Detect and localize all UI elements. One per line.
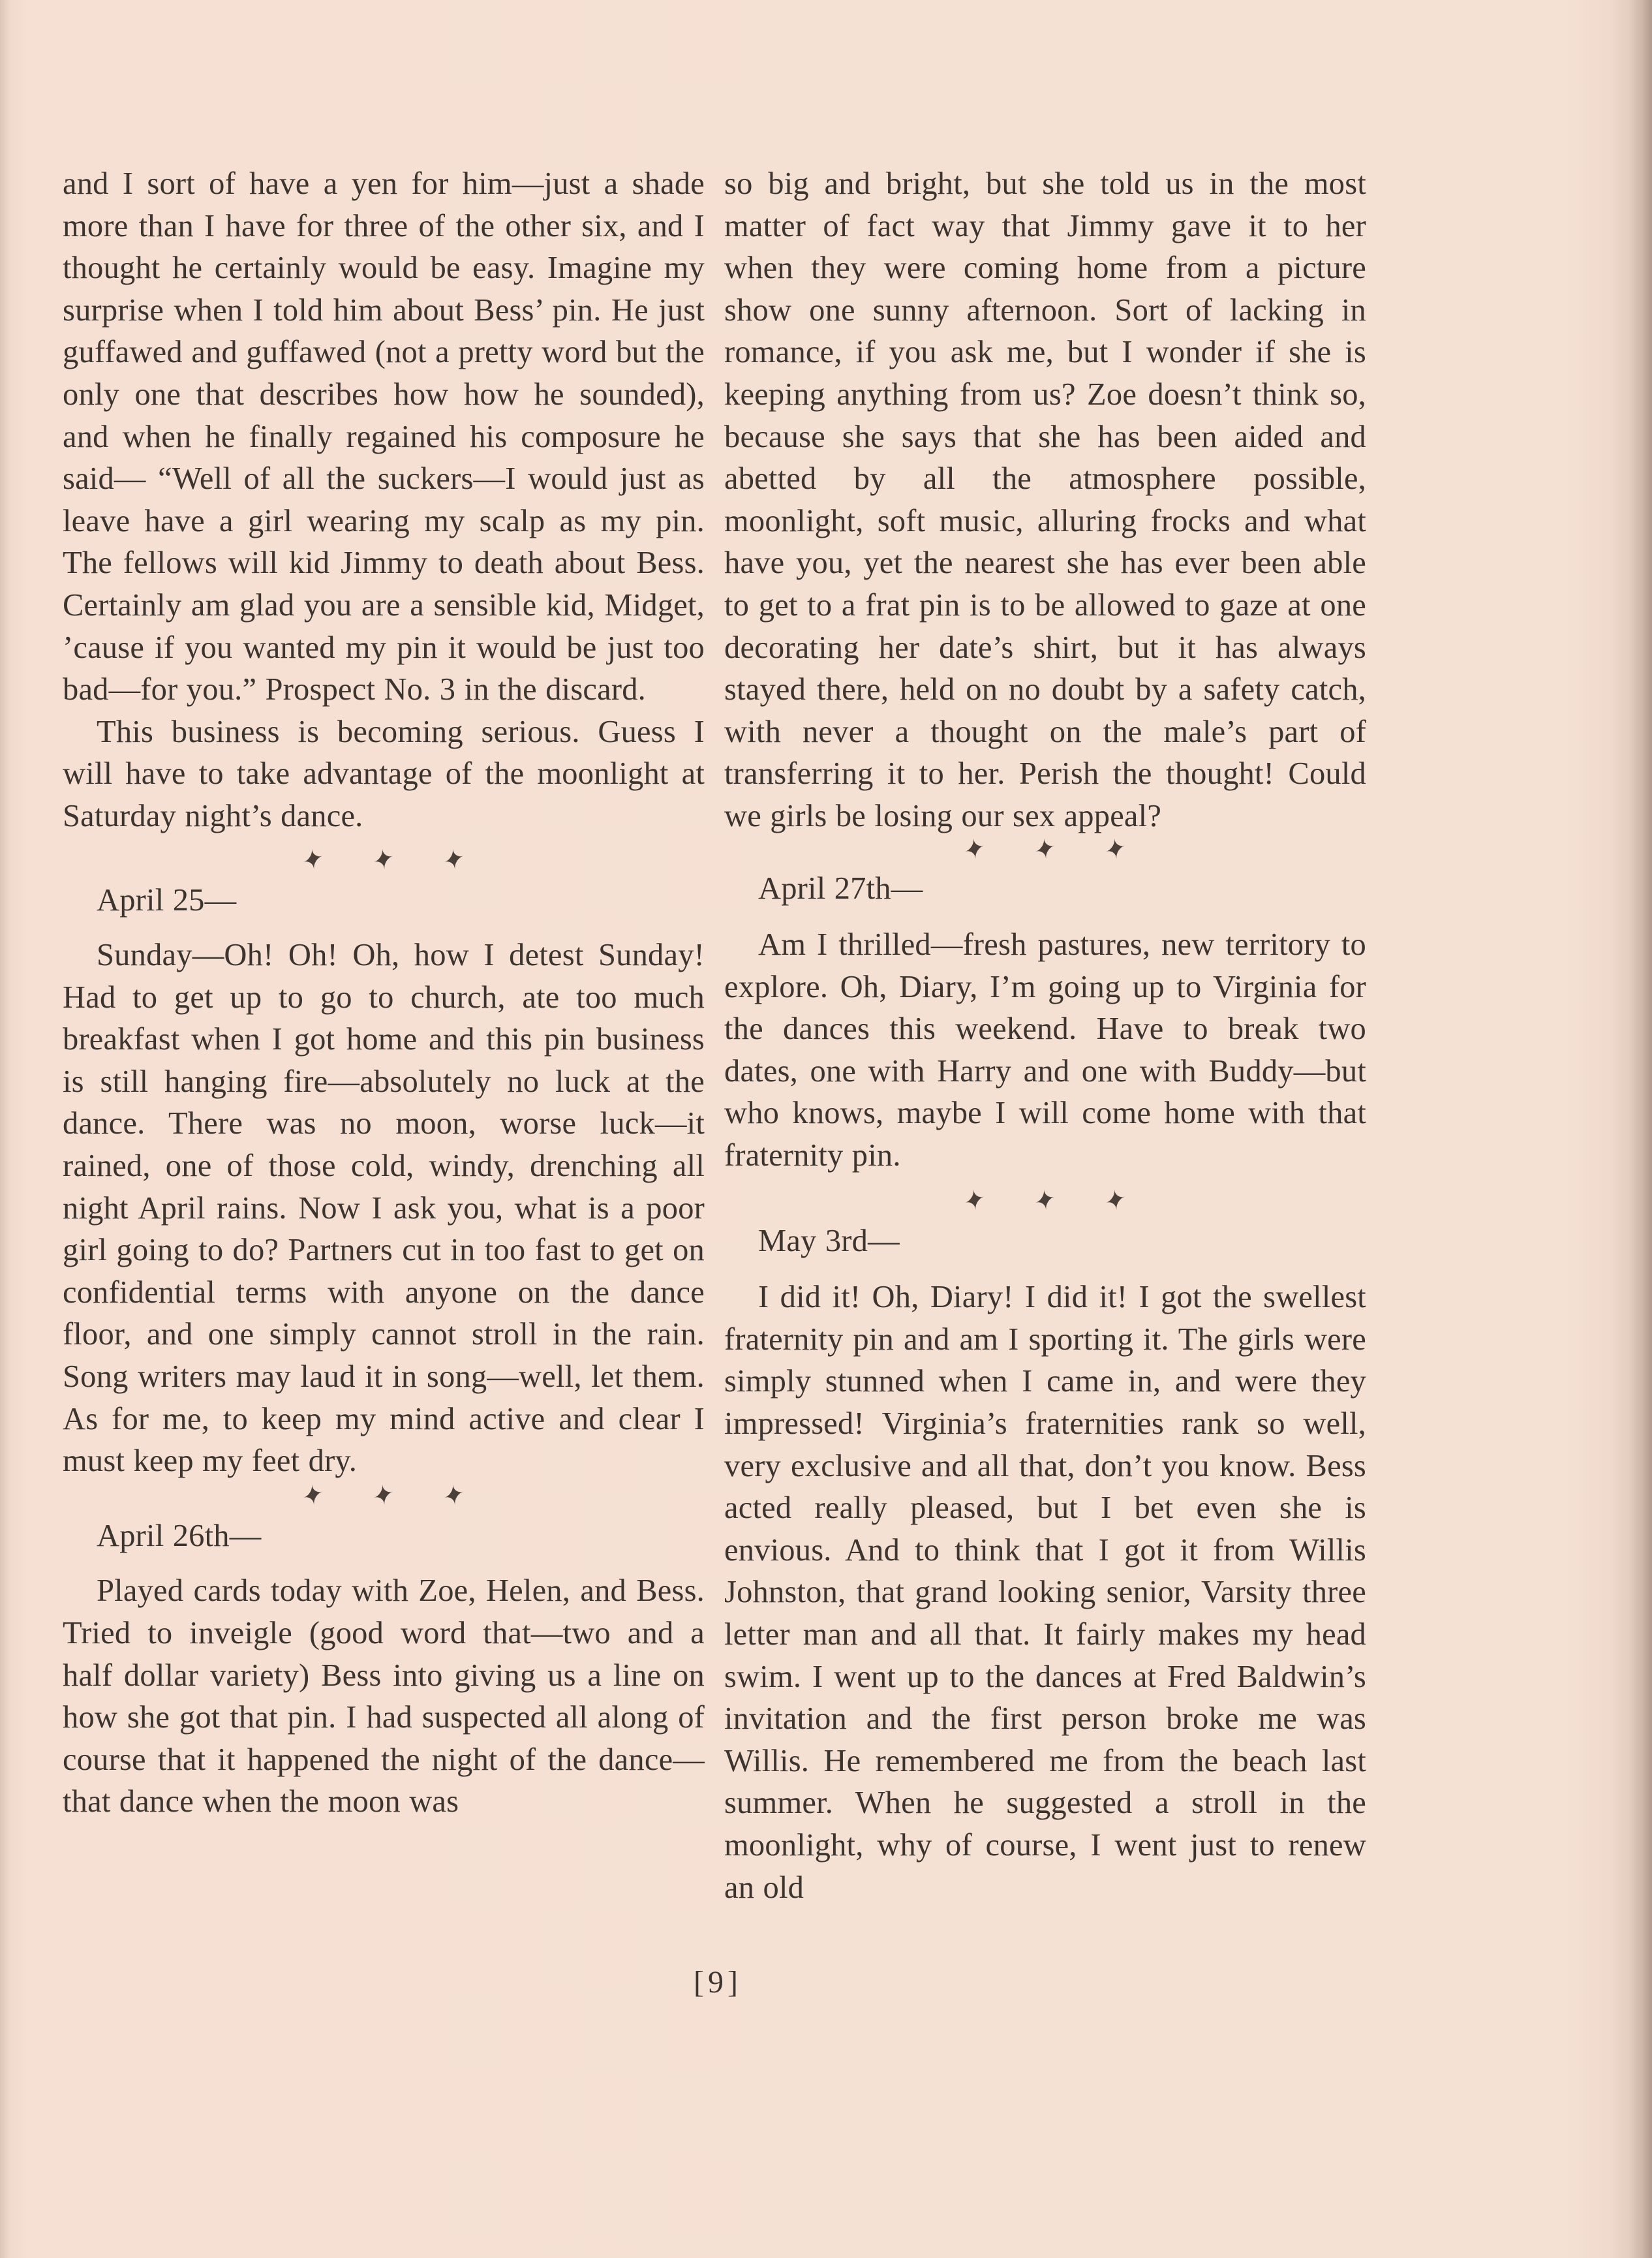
ornament-mark: ✦ [1033,830,1058,868]
section-ornament [63,1477,705,1514]
left-paragraph-4: Played cards today with Zoe, Helen, and Bess. Tried to inveigle (good word that—two and a half dollar variety) Bess into giving us a line on how she got that pin. I had suspected all along of course that it happened the night of the dance—that dance when the moon was [63,1573,705,1819]
left-paragraph-1: and I sort of have a yen for him—just a shade more than I have for three of the other six, and I thought he certainly would be easy. Imagine my surprise when I told him about Bess’ pin. He just guffawed and guffawed (not a pretty word but the only one that describes how how he sounded), and when he finally regained his composure he said— “Well of all the suckers—I would just as leave have a girl wearing my scalp as my pin. The fellows will kid Jimmy to death about Bess. Certainly am glad you are a sensible kid, Midget, ’cause if you wanted my pin it would be just too bad—for you.” Prospect No. 3 in the discard. [63,166,705,707]
ornament-mark: ✦ [962,1182,987,1219]
right-column [724,163,1366,1909]
section-ornament [724,830,1366,868]
ornament-mark: ✦ [442,841,467,878]
page-number: [9] [694,1965,742,2000]
entry-date-april-26: April 26th— [97,1518,262,1553]
left-paragraph-3: Sunday—Oh! Oh! Oh, how I detest Sunday! Had to get up to go to church, ate too much breakfast when I got home and this pin business is still hanging fire—absolutely no luck at the dance. There was no moon, worse luck—it rained, one of those cold, windy, drenching all night April rains. Now I ask you, what is a poor girl going to do? Partners cut in too fast to get on confidential terms with anyone on the dance floor, and one simply cannot stroll in the rain. Song writers may laud it in song—well, let them. As for me, to keep my mind active and clear I must keep my feet dry. [63,938,705,1479]
right-paragraph-2: Am I thrilled—fresh pastures, new territory to explore. Oh, Diary, I’m going up to Virginia for the dances this weekend. Have to break two dates, one with Harry and one with Buddy—but who knows, maybe I will come home with that fraternity pin. [724,927,1366,1173]
ornament-mark: ✦ [301,841,326,878]
ornament-mark: ✦ [962,830,987,868]
ornament-mark: ✦ [371,1477,396,1514]
right-paragraph-3: I did it! Oh, Diary! I did it! I got the swellest fraternity pin and am I sporting it. The girls were simply stunned when I came in, and were they impressed! Virginia’s fraternities rank so well, very exclusive and all that, don’t you know. Bess acted really pleased, but I bet even she is envious. And to think that I got it from Willis Johnston, that grand looking senior, Varsity three letter man and all that. It fairly makes my head swim. I went up to the dances at Fred Baldwin’s invitation and the first person broke me was Willis. He remembered me from the beach last summer. When he suggested a stroll in the moonlight, why of course, I went just to renew an old [724,1280,1366,1905]
ornament-mark: ✦ [1033,1182,1058,1219]
ornament-mark: ✦ [1103,1182,1128,1219]
section-ornament [724,1182,1366,1219]
left-column [63,163,705,1823]
entry-date-april-25: April 25— [97,882,237,918]
entry-date-april-27: April 27th— [758,871,923,906]
entry-date-may-3: May 3rd— [758,1223,900,1258]
left-paragraph-2: This business is becoming serious. Guess I will have to take advantage of the moonlight at Saturday night’s dance. [63,714,705,833]
section-ornament [63,841,705,878]
page-edge-shadow [1630,0,1652,2258]
ornament-mark: ✦ [442,1477,467,1514]
ornament-mark: ✦ [371,841,396,878]
right-paragraph-1: so big and bright, but she told us in the most matter of fact way that Jimmy gave it to her when they were coming home from a picture show one sunny afternoon. Sort of lacking in romance, if you ask me, but I wonder if she is keeping anything from us? Zoe doesn’t think so, because she says that she has been aided and abetted by all the atmosphere possible, moonlight, soft music, alluring frocks and what have you, yet the nearest she has ever been able to get to a frat pin is to be allowed to gaze at one decorating her date’s shirt, but it has always stayed there, held on no doubt by a safety catch, with never a thought on the male’s part of transferring it to her. Perish the thought! Could we girls be losing our sex appeal? [724,166,1366,833]
ornament-mark: ✦ [301,1477,326,1514]
ornament-mark: ✦ [1103,830,1128,868]
